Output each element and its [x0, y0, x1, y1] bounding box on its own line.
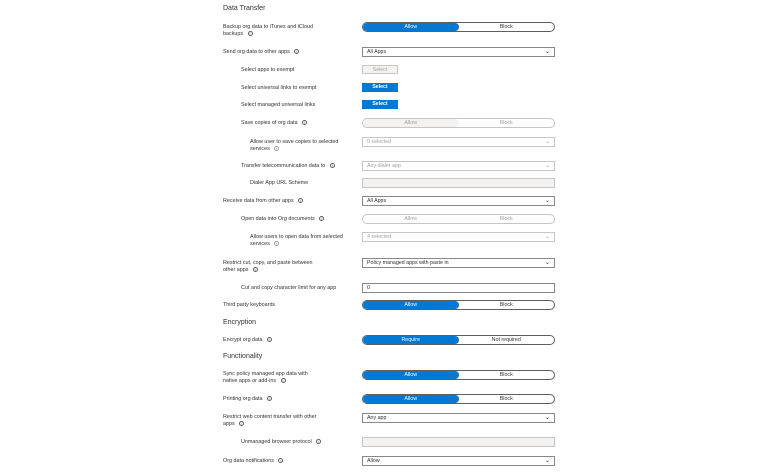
keyboards-allow[interactable]: Allow — [363, 301, 459, 309]
printing-allow[interactable]: Allow — [363, 395, 459, 403]
section-functionality: Functionality — [223, 353, 263, 360]
backup-block[interactable]: Block — [499, 24, 513, 30]
chevron-down-icon: ⌄ — [544, 234, 550, 240]
info-icon[interactable]: i — [281, 378, 286, 383]
printing-block[interactable]: Block — [499, 396, 513, 402]
section-encryption: Encryption — [223, 319, 257, 326]
select-exempt-button[interactable]: Select — [362, 65, 398, 74]
restrict-cut-select[interactable]: Policy managed apps with paste in ⌄ — [362, 258, 555, 268]
web-label: Restrict web content transfer with other apps i — [223, 414, 317, 427]
keyboards-block[interactable]: Block — [499, 302, 513, 308]
encrypt-require[interactable]: Require — [363, 336, 459, 344]
char-limit-input[interactable]: 0 — [362, 283, 555, 293]
backup-toggle[interactable] — [362, 22, 555, 32]
chevron-down-icon: ⌄ — [544, 139, 550, 145]
section-data-transfer: Data Transfer — [223, 5, 266, 12]
info-icon[interactable]: i — [248, 31, 253, 36]
send-select[interactable]: All Apps ⌄ — [362, 47, 555, 57]
open-docs-toggle[interactable] — [362, 214, 555, 224]
dialer-label: Dialer App URL Scheme — [250, 180, 309, 186]
info-icon[interactable]: i — [239, 421, 244, 426]
universal-links-label: Select universal links to exempt — [241, 85, 317, 91]
encrypt-toggle[interactable] — [362, 335, 555, 345]
select-exempt-label: Select apps to exempt — [241, 67, 295, 73]
keyboards-label: Third party keyboards — [223, 302, 276, 308]
info-icon[interactable]: i — [330, 163, 335, 168]
notifications-select[interactable]: Allow ⌄ — [362, 456, 555, 466]
info-icon[interactable]: i — [319, 216, 324, 221]
open-services-select[interactable]: 4 selected ⌄ — [362, 232, 555, 242]
managed-links-button[interactable]: Select — [362, 100, 398, 109]
info-icon[interactable]: i — [274, 241, 279, 246]
managed-links-label: Select managed universal links — [241, 102, 316, 108]
chevron-down-icon: ⌄ — [544, 198, 550, 204]
open-docs-allow[interactable]: Allow — [404, 216, 418, 222]
save-services-label: Allow user to save copies to selected services i — [250, 139, 339, 152]
chevron-down-icon: ⌄ — [544, 260, 550, 266]
save-copies-toggle[interactable] — [362, 118, 555, 128]
universal-links-button[interactable]: Select — [362, 83, 398, 92]
unmanaged-label: Unmanaged browser protocol i — [241, 439, 321, 446]
info-icon[interactable]: i — [298, 198, 303, 203]
save-copies-block[interactable]: Block — [499, 120, 513, 126]
sync-allow[interactable]: Allow — [363, 371, 459, 379]
open-services-label: Allow users to open data from selected services i — [250, 234, 343, 247]
send-label: Send org data to other apps i — [223, 49, 299, 56]
open-docs-label: Open data into Org documents i — [241, 216, 324, 223]
sync-toggle[interactable] — [362, 370, 555, 380]
chevron-down-icon: ⌄ — [544, 415, 550, 421]
web-select[interactable]: Any app ⌄ — [362, 413, 555, 423]
info-icon[interactable]: i — [316, 439, 321, 444]
info-icon[interactable]: i — [267, 396, 272, 401]
chevron-down-icon: ⌄ — [544, 163, 550, 169]
encrypt-label: Encrypt org data i — [223, 337, 272, 344]
notifications-label: Org data notifications i — [223, 458, 283, 465]
unmanaged-input[interactable] — [362, 437, 555, 447]
info-icon[interactable]: i — [302, 120, 307, 125]
chevron-down-icon: ⌄ — [544, 458, 550, 464]
char-limit-label: Cut and copy character limit for any app — [241, 285, 337, 291]
sync-block[interactable]: Block — [499, 372, 513, 378]
save-copies-allow[interactable]: Allow — [363, 119, 459, 127]
receive-select[interactable]: All Apps ⌄ — [362, 196, 555, 206]
receive-label: Receive data from other apps i — [223, 198, 303, 205]
printing-toggle[interactable] — [362, 394, 555, 404]
info-icon[interactable]: i — [278, 458, 283, 463]
info-icon[interactable]: i — [267, 337, 272, 342]
sync-label: Sync policy managed app data with native apps or add-ins i — [223, 371, 308, 384]
info-icon[interactable]: i — [253, 267, 258, 272]
dialer-input[interactable] — [362, 178, 555, 188]
save-copies-label: Save copies of org data i — [241, 120, 307, 127]
info-icon[interactable]: i — [274, 146, 279, 151]
printing-label: Printing org data i — [223, 396, 272, 403]
encrypt-not-required[interactable]: Not required — [491, 337, 521, 343]
keyboards-toggle[interactable] — [362, 300, 555, 310]
backup-allow[interactable]: Allow — [363, 23, 459, 31]
chevron-down-icon: ⌄ — [544, 49, 550, 55]
backup-label: Backup org data to iTunes and iCloud backups i — [223, 24, 314, 37]
open-docs-block[interactable]: Block — [499, 216, 513, 222]
save-services-select[interactable]: 0 selected ⌄ — [362, 137, 555, 147]
telecom-select[interactable]: Any dialer app ⌄ — [362, 161, 555, 171]
restrict-cut-label: Restrict cut, copy, and paste between other apps i — [223, 260, 313, 273]
info-icon[interactable]: i — [294, 49, 299, 54]
telecom-label: Transfer telecommunication data to i — [241, 163, 335, 170]
